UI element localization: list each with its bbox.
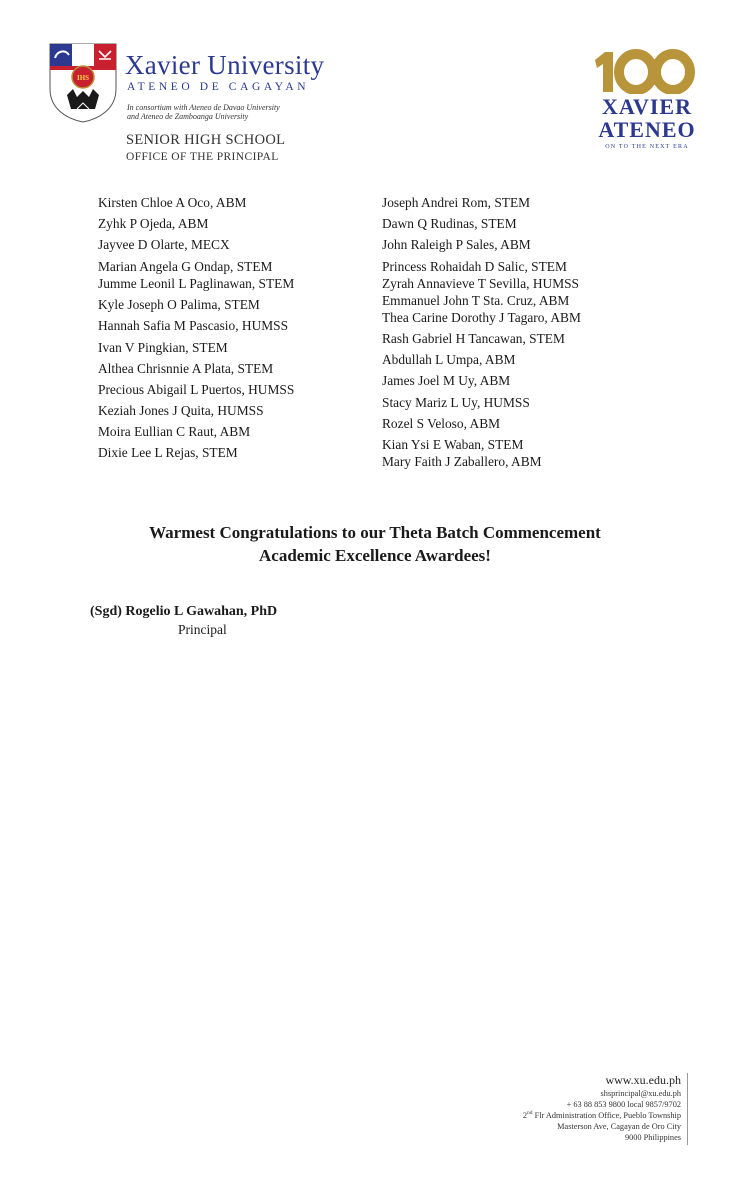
centennial-tagline: ON TO THE NEXT ERA: [605, 144, 689, 150]
awardee-name: Zyrah Annavieve T Sevilla, HUMSS: [382, 276, 580, 291]
university-name: Xavier University: [125, 50, 325, 80]
awardee-name: Precious Abigail L Puertos, HUMSS: [98, 382, 295, 397]
awardee-name: Dawn Q Rudinas, STEM: [382, 216, 517, 231]
office-name: OFFICE OF THE PRINCIPAL: [126, 151, 279, 163]
awardee-name: James Joel M Uy, ABM: [382, 373, 511, 388]
university-crest-logo: [49, 43, 117, 123]
address-line-1-text: Flr Administration Office, Pueblo Township: [532, 1111, 681, 1120]
congratulations-line-1: Warmest Congratulations to our Theta Batch Commencement: [149, 523, 601, 542]
address-line-1: [523, 1110, 681, 1121]
awardee-name: Rozel S Veloso, ABM: [382, 416, 501, 431]
consortium-note: [127, 103, 280, 121]
awardee-name: Keziah Jones J Quita, HUMSS: [98, 403, 264, 418]
awardee-name: Althea Chrisnnie A Plata, STEM: [98, 361, 274, 376]
awardee-name: Stacy Mariz L Uy, HUMSS: [382, 395, 530, 410]
awardee-name: Mary Faith J Zaballero, ABM: [382, 454, 542, 469]
awardee-name: Thea Carine Dorothy J Tagaro, ABM: [382, 310, 581, 325]
awardee-name: Jumme Leonil L Paglinawan, STEM: [98, 276, 295, 291]
contact-footer: [523, 1073, 681, 1143]
awardee-name: Kirsten Chloe A Oco, ABM: [98, 195, 247, 210]
awardee-name: Princess Rohaidah D Salic, STEM: [382, 259, 567, 274]
awardee-name: Moira Eullian C Raut, ABM: [98, 424, 251, 439]
congratulations-line-2: Academic Excellence Awardees!: [259, 546, 491, 565]
awardee-name: Kian Ysi E Waban, STEM: [382, 437, 524, 452]
awardee-name: Emmanuel John T Sta. Cruz, ABM: [382, 293, 570, 308]
university-subtitle: ATENEO DE CAGAYAN: [127, 81, 310, 93]
awardee-name: Abdullah L Umpa, ABM: [382, 352, 516, 367]
awardee-name: Kyle Joseph O Palima, STEM: [98, 297, 260, 312]
awardee-name: Dixie Lee L Rejas, STEM: [98, 445, 238, 460]
footer-divider: [687, 1073, 688, 1145]
awardee-name: Marian Angela G Ondap, STEM: [98, 259, 273, 274]
school-name: SENIOR HIGH SCHOOL: [126, 132, 286, 148]
awardee-name: Ivan V Pingkian, STEM: [98, 340, 228, 355]
address-line-2: Masterson Ave, Cagayan de Oro City: [557, 1122, 681, 1131]
email-address[interactable]: shsprincipal@xu.edu.ph: [600, 1089, 681, 1098]
awardee-name: Jayvee D Olarte, MECX: [98, 237, 230, 252]
centennial-100-logo: [591, 48, 701, 94]
signatory-name: (Sgd) Rogelio L Gawahan, PhD: [90, 604, 278, 619]
awardee-name: John Raleigh P Sales, ABM: [382, 237, 531, 252]
awardee-name: Zyhk P Ojeda, ABM: [98, 216, 209, 231]
address-floor-number: 2: [522, 1111, 528, 1120]
centennial-line-xavier: XAVIER: [602, 94, 692, 119]
svg-text:IHS: IHS: [76, 74, 90, 82]
awardee-name: Hannah Safia M Pascasio, HUMSS: [98, 318, 289, 333]
consortium-line-1: In consortium with Ateneo de Davao University: [127, 103, 280, 112]
website-link[interactable]: www.xu.edu.ph: [605, 1073, 681, 1087]
consortium-line-2: and Ateneo de Zamboanga University: [127, 112, 249, 121]
address-line-3: 9000 Philippines: [624, 1133, 681, 1142]
awardee-name: Rash Gabriel H Tancawan, STEM: [382, 331, 565, 346]
signatory-title: Principal: [178, 622, 227, 637]
centennial-line-ateneo: ATENEO: [598, 117, 696, 142]
awardee-name: Joseph Andrei Rom, STEM: [382, 195, 531, 210]
phone-number: + 63 88 853 9800 local 9857/9702: [566, 1100, 681, 1109]
address-floor-suffix: nd: [527, 1110, 533, 1117]
